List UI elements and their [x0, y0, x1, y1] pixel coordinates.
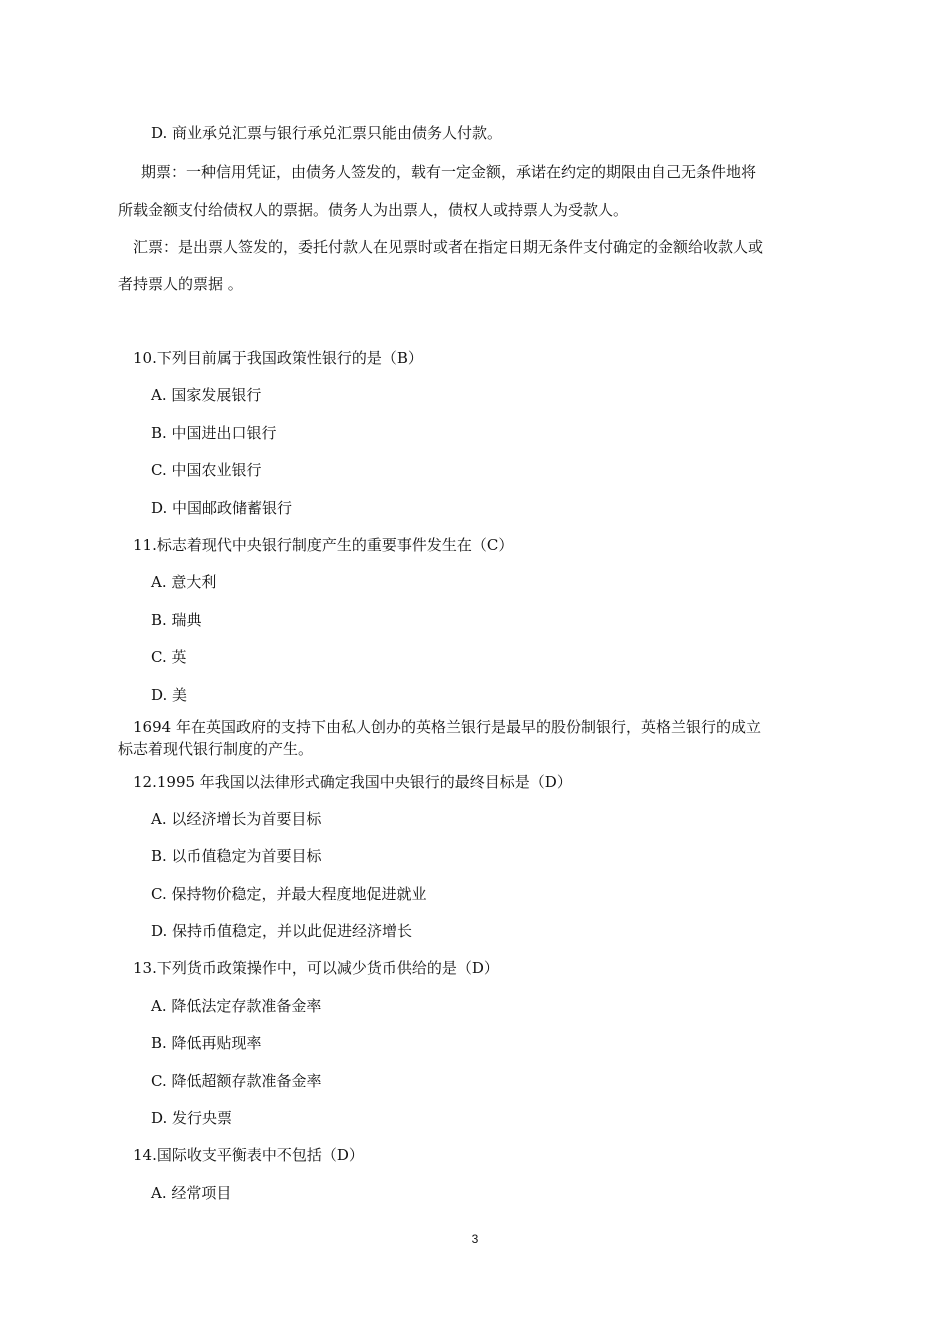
- option-line: B. 瑞典: [151, 611, 202, 629]
- question-line: 13.下列货币政策操作中，可以减少货币供给的是（D）: [133, 959, 499, 977]
- option-line: D. 商业承兑汇票与银行承兑汇票只能由债务人付款。: [151, 124, 503, 142]
- option-line: B. 降低再贴现率: [151, 1034, 262, 1052]
- paragraph-line: 所载金额支付给债权人的票据。债务人为出票人，债权人或持票人为受款人。: [118, 201, 629, 219]
- option-line: A. 意大利: [151, 573, 217, 591]
- question-line: 12.1995 年我国以法律形式确定我国中央银行的最终目标是（D）: [133, 773, 572, 791]
- option-line: B. 以币值稳定为首要目标: [151, 847, 322, 865]
- paragraph-line: 标志着现代银行制度的产生。: [118, 740, 314, 758]
- option-line: C. 保持物价稳定，并最大程度地促进就业: [151, 885, 427, 903]
- page-number: 3: [471, 1232, 479, 1246]
- option-line: B. 中国进出口银行: [151, 424, 277, 442]
- option-line: D. 发行央票: [151, 1109, 233, 1127]
- option-line: C. 降低超额存款准备金率: [151, 1072, 322, 1090]
- option-line: C. 中国农业银行: [151, 461, 262, 479]
- paragraph-line: 1694 年在英国政府的支持下由私人创办的英格兰银行是最早的股份制银行，英格兰银行的成立: [133, 718, 761, 736]
- paragraph-line: 者持票人的票据 。: [118, 275, 243, 293]
- option-line: A. 国家发展银行: [151, 386, 262, 404]
- paragraph-line: 汇票：是出票人签发的，委托付款人在见票时或者在指定日期无条件支付确定的金额给收款人或: [133, 238, 764, 256]
- question-line: 14.国际收支平衡表中不包括（D）: [133, 1146, 364, 1164]
- option-line: D. 中国邮政储蓄银行: [151, 499, 293, 517]
- option-line: A. 经常项目: [151, 1184, 232, 1202]
- option-line: A. 降低法定存款准备金率: [151, 997, 322, 1015]
- question-line: 10.下列目前属于我国政策性银行的是（B）: [133, 349, 423, 367]
- option-line: D. 保持币值稳定，并以此促进经济增长: [151, 922, 413, 940]
- option-line: C. 英: [151, 648, 187, 666]
- question-line: 11.标志着现代中央银行制度产生的重要事件发生在（C）: [133, 536, 514, 554]
- paragraph-line: 期票：一种信用凭证，由债务人签发的，载有一定金额，承诺在约定的期限由自己无条件地将: [141, 163, 757, 181]
- option-line: D. 美: [151, 686, 188, 704]
- option-line: A. 以经济增长为首要目标: [151, 810, 322, 828]
